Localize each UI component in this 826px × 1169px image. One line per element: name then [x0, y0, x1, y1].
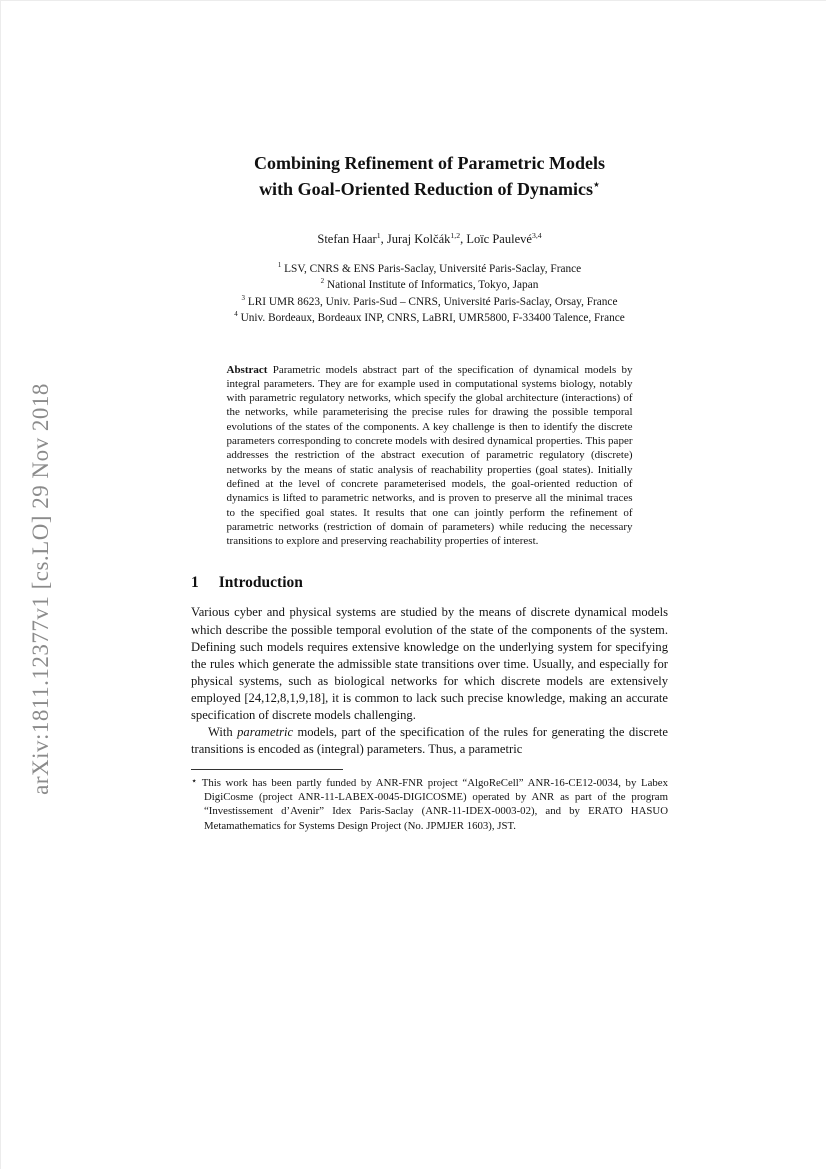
affiliation-1 [191, 261, 668, 277]
author-2-name: Juraj Kolčák [386, 232, 451, 247]
footnote-marker: ⋆ [191, 775, 198, 787]
affiliation-3-text: LRI UMR 8623, Univ. Paris-Sud – CNRS, Université Paris-Saclay, Orsay, France [247, 295, 618, 308]
footnote-text: This work has been partly funded by ANR-FNR project “AlgoReCell” ANR-16-CE12-0034, by Labex DigiCosme (project ANR-11-LABEX-0045-DIGICOSME) operated by ANR as part of the program “Investissement d’Avenir” Idex Paris-Saclay (ANR-11-IDEX-0003-02), and by ERATO HASUO Metamathematics for Systems Design Project (No. JPMJER 1603), JST. [201, 776, 668, 832]
affiliation-2-text: National Institute of Informatics, Tokyo, Japan [326, 279, 539, 292]
authors-line [191, 232, 668, 247]
author-3 [466, 232, 541, 246]
affiliation-3-sup: 3 [241, 294, 246, 303]
abstract-label: Abstract [226, 363, 268, 376]
author-1-separator: , [380, 232, 387, 247]
author-1-affil-sup: 1 [376, 230, 381, 240]
section-heading-introduction [191, 574, 668, 592]
paragraph-1: Various cyber and physical systems are studied by the means of discrete dynamical models which describe the possible temporal evolution of the state of the components of the system. Defining such models requires extensive knowledge on the underlying system for specifying the rules which generate the admissible state transitions over time. Usually, and especially for physical systems, such as biological networks for which discrete models are extensively employed [24,12,8,1,9,18], it is common to lack such precise knowledge, making an accurate specification of discrete models challenging. [191, 605, 668, 723]
abstract-text: Parametric models abstract part of the specification of dynamical models by integral parameters. They are for example used in computational systems biology, notably with parametric regulatory networks, which specify the global architecture (interactions) of the networks, while parameterising the precise rules for drawing the possible temporal evolutions of the states of the components. A key challenge is then to identify the discrete parameters corresponding to concrete models with desired dynamical properties. This paper addresses the restriction of the abstract execution of parametric regulatory (discrete) networks by the means of static analysis of reachability properties (goal states). Initially defined at the level of concrete parameterised models, the goal-oriented reduction of dynamics is lifted to parametric networks, and is proven to preserve all the minimal traces to the specified goal states. It results that one can jointly perform the refinement of parametric networks (restriction of domain of parameters) while reducing the necessary transitions to explore and preserving reachability properties of interest. [226, 363, 633, 548]
paragraph-2-text-after: models, part of the specification of the rules for generating the discrete transitions is encoded as (integral) parameters. Thus, a parametric [191, 725, 669, 757]
paragraph-2-text-before: With [208, 725, 238, 740]
affiliation-2-sup: 2 [320, 277, 325, 286]
author-3-affil-sup: 3,4 [531, 230, 542, 240]
paper-content [191, 1, 668, 833]
title-footnote-star: ⋆ [593, 178, 600, 191]
abstract [227, 363, 633, 549]
section-title: Introduction [218, 574, 303, 592]
paragraph-2-italic-term: parametric [237, 725, 294, 740]
author-2-separator: , [460, 232, 467, 247]
affiliation-2 [191, 277, 668, 293]
footnote-rule [191, 769, 343, 770]
arxiv-watermark: arXiv:1811.12377v1 [cs.LO] 29 Nov 2018 [28, 383, 53, 795]
affiliation-4-text: Univ. Bordeaux, Bordeaux INP, CNRS, LaBRI, UMR5800, F-33400 Talence, France [240, 312, 625, 325]
author-3-name: Loïc Paulevé [466, 232, 532, 247]
footnote-block [191, 769, 668, 833]
author-1 [317, 232, 386, 246]
author-1-name: Stefan Haar [317, 232, 377, 247]
paragraph-2 [191, 724, 668, 758]
affiliation-3 [191, 294, 668, 310]
affiliations-block [191, 261, 668, 327]
title-line-2 [191, 177, 668, 203]
affiliation-1-text: LSV, CNRS & ENS Paris-Saclay, Université Paris-Saclay, France [284, 263, 582, 276]
title-line-2-text: with Goal-Oriented Reduction of Dynamics [259, 178, 594, 199]
title-line-1: Combining Refinement of Parametric Models [254, 153, 605, 173]
paper-title [191, 151, 668, 202]
section-number: 1 [191, 574, 199, 592]
affiliation-4-sup: 4 [234, 310, 238, 319]
affiliation-4 [191, 310, 668, 326]
author-2-affil-sup: 1,2 [450, 230, 461, 240]
author-2 [387, 232, 466, 246]
affiliation-1-sup: 1 [277, 261, 282, 270]
footnote-body [191, 776, 668, 833]
